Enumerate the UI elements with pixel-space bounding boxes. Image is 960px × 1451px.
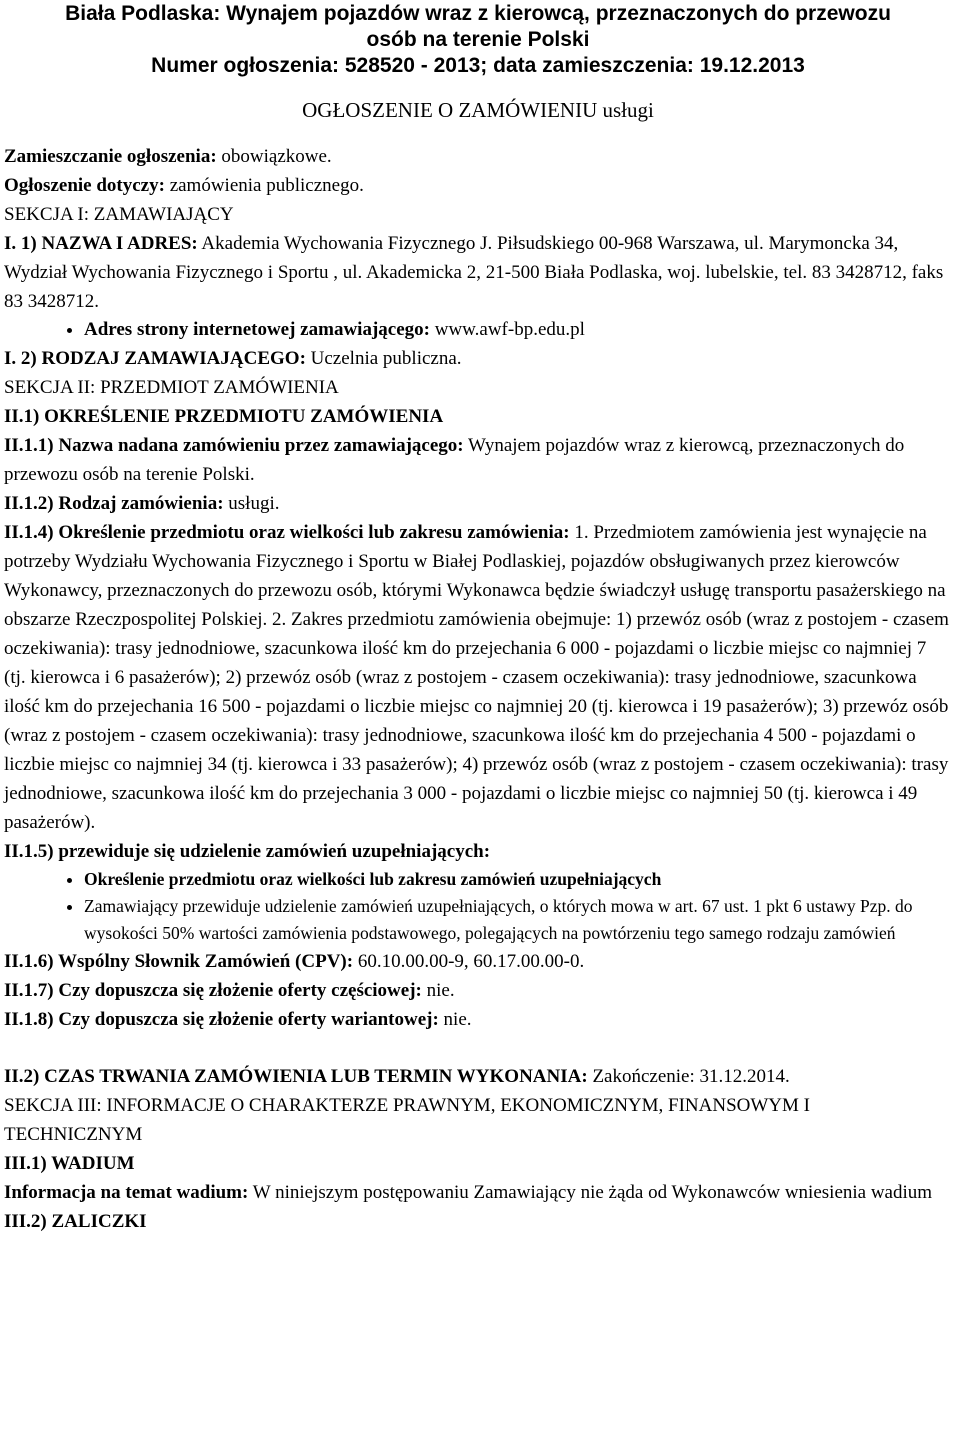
spacer [4,1034,952,1062]
partial-offer-label: II.1.7) Czy dopuszcza się złożenie oferty częściowej: [4,980,422,1001]
order-scope-value: 1. Przedmiotem zamówienia jest wynajęcie na potrzeby Wydziału Wychowania Fizycznego i Sportu w Białej Podlaskiej, pojazdów obsługiwanych przez kierowców Wykonawcy, przeznaczonych do przewozu osób, którymi Wykonawca będzie świadczył usługę transportu pasażerskiego na obszarze Rzeczpospolitej Polskiej. 2. Zakres przedmiotu zamówienia obejmuje: 1) przewóz osób (wraz z postojem - czasem oczekiwania): trasy jednodniowe, szacunkowa ilość km do przejechania 6 000 - pojazdami o liczbie miejsc co najmniej 7 (tj. kierowca i 6 pasażerów); 2) przewóz osób (wraz z postojem - czasem oczekiwania): trasy jednodniowe, szacunkowa ilość km do przejechania 16 500 - pojazdami o liczbie miejsc co najmniej 20 (tj. kierowca i 19 pasażerów); 3) przewóz osób (wraz z postojem - czasem oczekiwania): trasy jednodniowe, szacunkowa ilość km do przejechania 4 500 - pojazdami o liczbie miejsc co najmniej 34 (tj. kierowca i 33 pasażerów); 4) przewóz osób (wraz z postojem - czasem oczekiwania): trasy jednodniowe, szacunkowa ilość km do przejechania 3 000 - pojazdami o liczbie miejsc co najmniej 50 (tj. kierowca i 49 pasażerów). [4,522,949,833]
document-page [0,1,960,1451]
order-name-row [4,431,952,489]
notice-title-line-2: osób na terenie Polski [366,28,590,51]
wadium-heading: III.1) WADIUM [4,1153,135,1174]
cpv-label: II.1.6) Wspólny Słownik Zamówień (CPV): [4,951,354,972]
contracting-authority-name-row [4,229,952,316]
website-label: Adres strony internetowej zamawiającego: [84,319,430,340]
supplementary-orders-list [4,866,952,947]
notice-title [4,1,952,79]
order-kind-value: usługi. [223,493,280,514]
variant-offer-row [4,1005,952,1034]
order-scope-label: II.1.4) Określenie przedmiotu oraz wielkości lub zakresu zamówienia: [4,522,570,543]
website-list-item [84,316,952,344]
website-list [4,316,952,344]
contracting-authority-type-value: Uczelnia publiczna. [305,348,462,369]
wadium-info-label: Informacja na temat wadium: [4,1182,249,1203]
duration-label: II.2) CZAS TRWANIA ZAMÓWIENIA LUB TERMIN WYKONANIA: [4,1066,588,1087]
cpv-value: 60.10.00.00-9, 60.17.00.00-0. [353,951,585,972]
supplementary-orders-label: II.1.5) przewiduje się udzielenie zamówień uzupełniających: [4,841,491,862]
posting-row [4,142,952,171]
concerns-row [4,171,952,200]
notice-number-line: Numer ogłoszenia: 528520 - 2013; data zamieszczenia: 19.12.2013 [151,54,805,77]
order-name-value: Wynajem pojazdów wraz z kierowcą, przeznaczonych do przewozu osób na terenie Polski. [4,435,905,485]
contracting-authority-name-value: Akademia Wychowania Fizycznego J. Piłsudskiego 00-968 Warszawa, ul. Marymoncka 34, Wydział Wychowania Fizycznego i Sportu , ul. Akademicka 2, 21-500 Biała Podlaska, woj. lubelskie, tel. 83 3428712, faks 83 3428712. [4,233,944,312]
posting-value: obowiązkowe. [216,146,332,167]
wadium-info-value: W niniejszym postępowaniu Zamawiający nie żąda od Wykonawców wniesienia wadium [248,1182,933,1203]
contracting-authority-name-label: I. 1) NAZWA I ADRES: [4,233,198,254]
duration-value: Zakończenie: 31.12.2014. [587,1066,790,1087]
wadium-info-row [4,1178,952,1207]
section-3-heading: SEKCJA III: INFORMACJE O CHARAKTERZE PRAWNYM, EKONOMICZNYM, FINANSOWYM I TECHNICZNYM [4,1095,810,1145]
website-value: www.awf-bp.edu.pl [429,319,585,340]
posting-label: Zamieszczanie ogłoszenia: [4,146,217,167]
variant-offer-label: II.1.8) Czy dopuszcza się złożenie oferty wariantowej: [4,1009,439,1030]
supplementary-orders-item: • Określenie przedmiotu oraz wielkości lub zakresu zamówień uzupełniających [84,866,952,893]
section-2-subheading: II.1) OKREŚLENIE PRZEDMIOTU ZAMÓWIENIA [4,406,444,427]
section-1-heading: SEKCJA I: ZAMAWIAJĄCY [4,204,234,225]
concerns-value: zamówienia publicznego. [164,175,364,196]
contracting-authority-type-label: I. 2) RODZAJ ZAMAWIAJĄCEGO: [4,348,306,369]
variant-offer-value: nie. [438,1009,472,1030]
order-kind-label: II.1.2) Rodzaj zamówienia: [4,493,224,514]
order-name-label: II.1.1) Nazwa nadana zamówieniu przez zamawiającego: [4,435,464,456]
partial-offer-value: nie. [421,980,455,1001]
order-scope-row [4,518,952,837]
duration-row [4,1062,952,1091]
notice-type-heading: OGŁOSZENIE O ZAMÓWIENIU usługi [302,98,654,122]
contracting-authority-type-row [4,344,952,373]
concerns-label: Ogłoszenie dotyczy: [4,175,165,196]
section-2-heading: SEKCJA II: PRZEDMIOT ZAMÓWIENIA [4,377,339,398]
cpv-row [4,947,952,976]
partial-offer-row [4,976,952,1005]
supplementary-orders-item: • Zamawiający przewiduje udzielenie zamówień uzupełniających, o których mowa w art. 67 ust. 1 pkt 6 ustawy Pzp. do wysokości 50% wartości zamówienia podstawowego, polegających na powtórzeniu tego samego rodzaju zamówień [84,893,952,947]
order-kind-row [4,489,952,518]
advance-payments-heading: III.2) ZALICZKI [4,1211,147,1232]
notice-title-line-1: Biała Podlaska: Wynajem pojazdów wraz z kierowcą, przeznaczonych do przewozu [65,2,891,25]
